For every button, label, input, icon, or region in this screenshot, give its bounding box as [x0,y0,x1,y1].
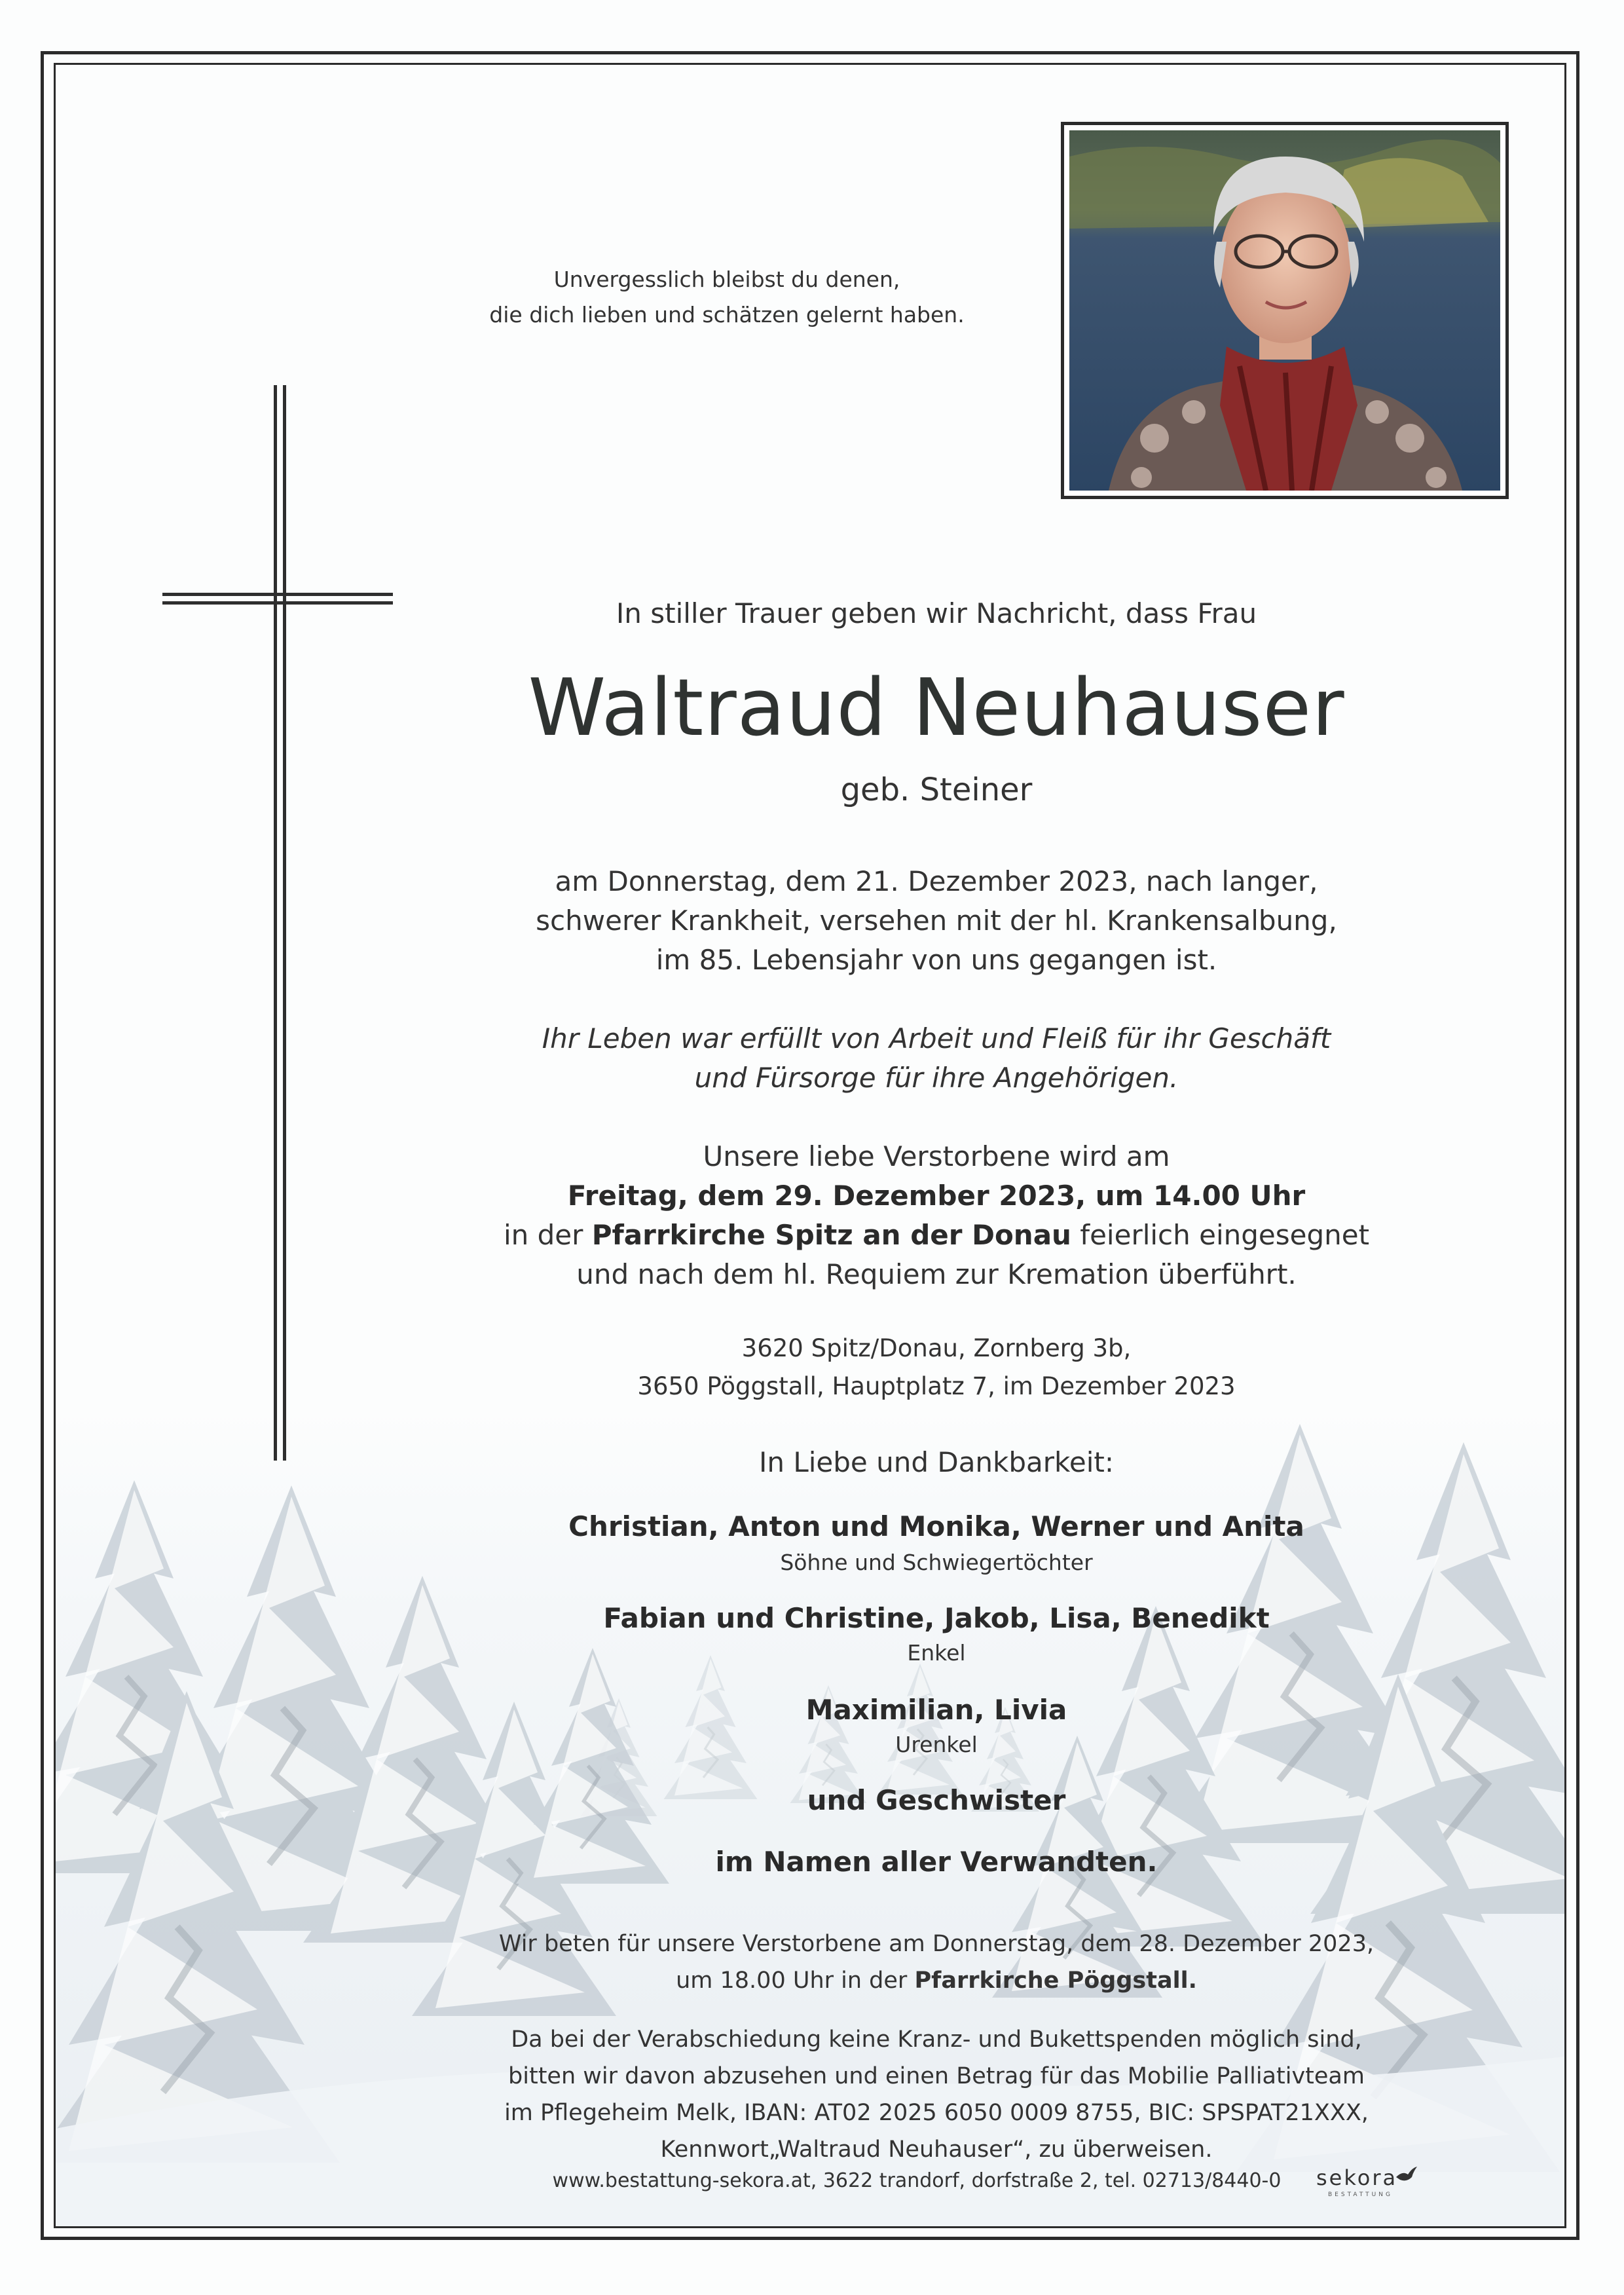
thanks-heading: In Liebe und Dankbarkeit: [758,1446,1114,1478]
motto [458,262,995,333]
funeral-date: Freitag, dem 29. Dezember 2023, um 14.00 Uhr [567,1180,1306,1212]
donation-line: Da bei der Verabschiedung keine Kranz- und Bukettspenden möglich sind, [511,2026,1362,2053]
family-relation: Enkel [907,1640,966,1666]
family-names: Fabian und Christine, Jakob, Lisa, Benedikt [603,1602,1270,1634]
prayer-line-1: Wir beten für unsere Verstorbene am Donnerstag, dem 28. Dezember 2023, [498,1931,1375,1957]
logo-wordmark: sekora [1316,2165,1398,2190]
funeral-line-1: Unsere liebe Verstorbene wird am [703,1140,1170,1172]
relatives: im Namen aller Verwandten. [715,1846,1158,1878]
footer-contact: www.bestattung-sekora.at, 3622 trandorf, dorfstraße 2, tel. 02713/8440-0 [552,2169,1282,2192]
donation-line: bitten wir davon abzusehen und einen Betrag für das Mobilie Palliativteam [508,2063,1365,2089]
address-line: 3620 Spitz/Donau, Zornberg 3b, [741,1334,1132,1362]
family-names: Maximilian, Livia [805,1694,1067,1726]
addresses [576,1330,1297,1406]
life-tribute [498,1019,1375,1098]
maiden-name: geb. Steiner [840,772,1033,808]
prayer-line-2: um 18.00 Uhr in der Pfarrkirche Pöggstall. [676,1968,1197,1994]
funeral-line-4: und nach dem hl. Requiem zur Kremation überführt. [576,1258,1297,1290]
life-line: Ihr Leben war erfüllt von Arbeit und Fleiß für ihr Geschäft [542,1022,1331,1054]
bird-icon [1395,2165,1418,2185]
prayer-notice [458,1926,1414,1999]
siblings: und Geschwister [807,1784,1066,1816]
motto-line-1: Unvergesslich bleibst du denen, [553,267,900,292]
funeral-location-line: in der Pfarrkirche Spitz an der Donau feierlich eingesegnet [503,1219,1370,1251]
motto-line-2: die dich lieben und schätzen gelernt haben. [489,302,965,327]
death-line: im 85. Lebensjahr von uns gegangen ist. [655,944,1217,976]
sekora-logo [1316,2165,1414,2205]
logo-subtext: BESTATTUNG [1328,2192,1393,2198]
portrait-photo [1061,122,1509,499]
donation-notice [458,2021,1414,2168]
family-relation: Söhne und Schwiegertöchter [780,1550,1093,1575]
intro-text: In stiller Trauer geben wir Nachricht, dass Frau [616,597,1257,629]
funeral-church: Pfarrkirche Spitz an der Donau [591,1219,1071,1251]
donation-line: im Pflegeheim Melk, IBAN: AT02 2025 6050 0009 8755, BIC: SPSPAT21XXX, [504,2100,1369,2126]
donation-line: Kennwort„Waltraud Neuhauser“, zu überweisen. [660,2136,1213,2163]
life-line: und Fürsorge für ihre Angehörigen. [694,1062,1179,1094]
family-names: Christian, Anton und Monika, Werner und Anita [568,1510,1304,1542]
deceased-name: Waltraud Neuhauser [528,663,1345,754]
address-line: 3650 Pöggstall, Hauptplatz 7, im Dezember 2023 [637,1372,1236,1400]
death-line: am Donnerstag, dem 21. Dezember 2023, nach langer, [555,865,1318,897]
death-announcement [498,862,1375,980]
family-relation: Urenkel [895,1732,978,1757]
prayer-church: Pfarrkirche Pöggstall. [914,1968,1197,1994]
death-line: schwerer Krankheit, versehen mit der hl. Krankensalbung, [536,905,1337,937]
funeral-details [498,1137,1375,1294]
